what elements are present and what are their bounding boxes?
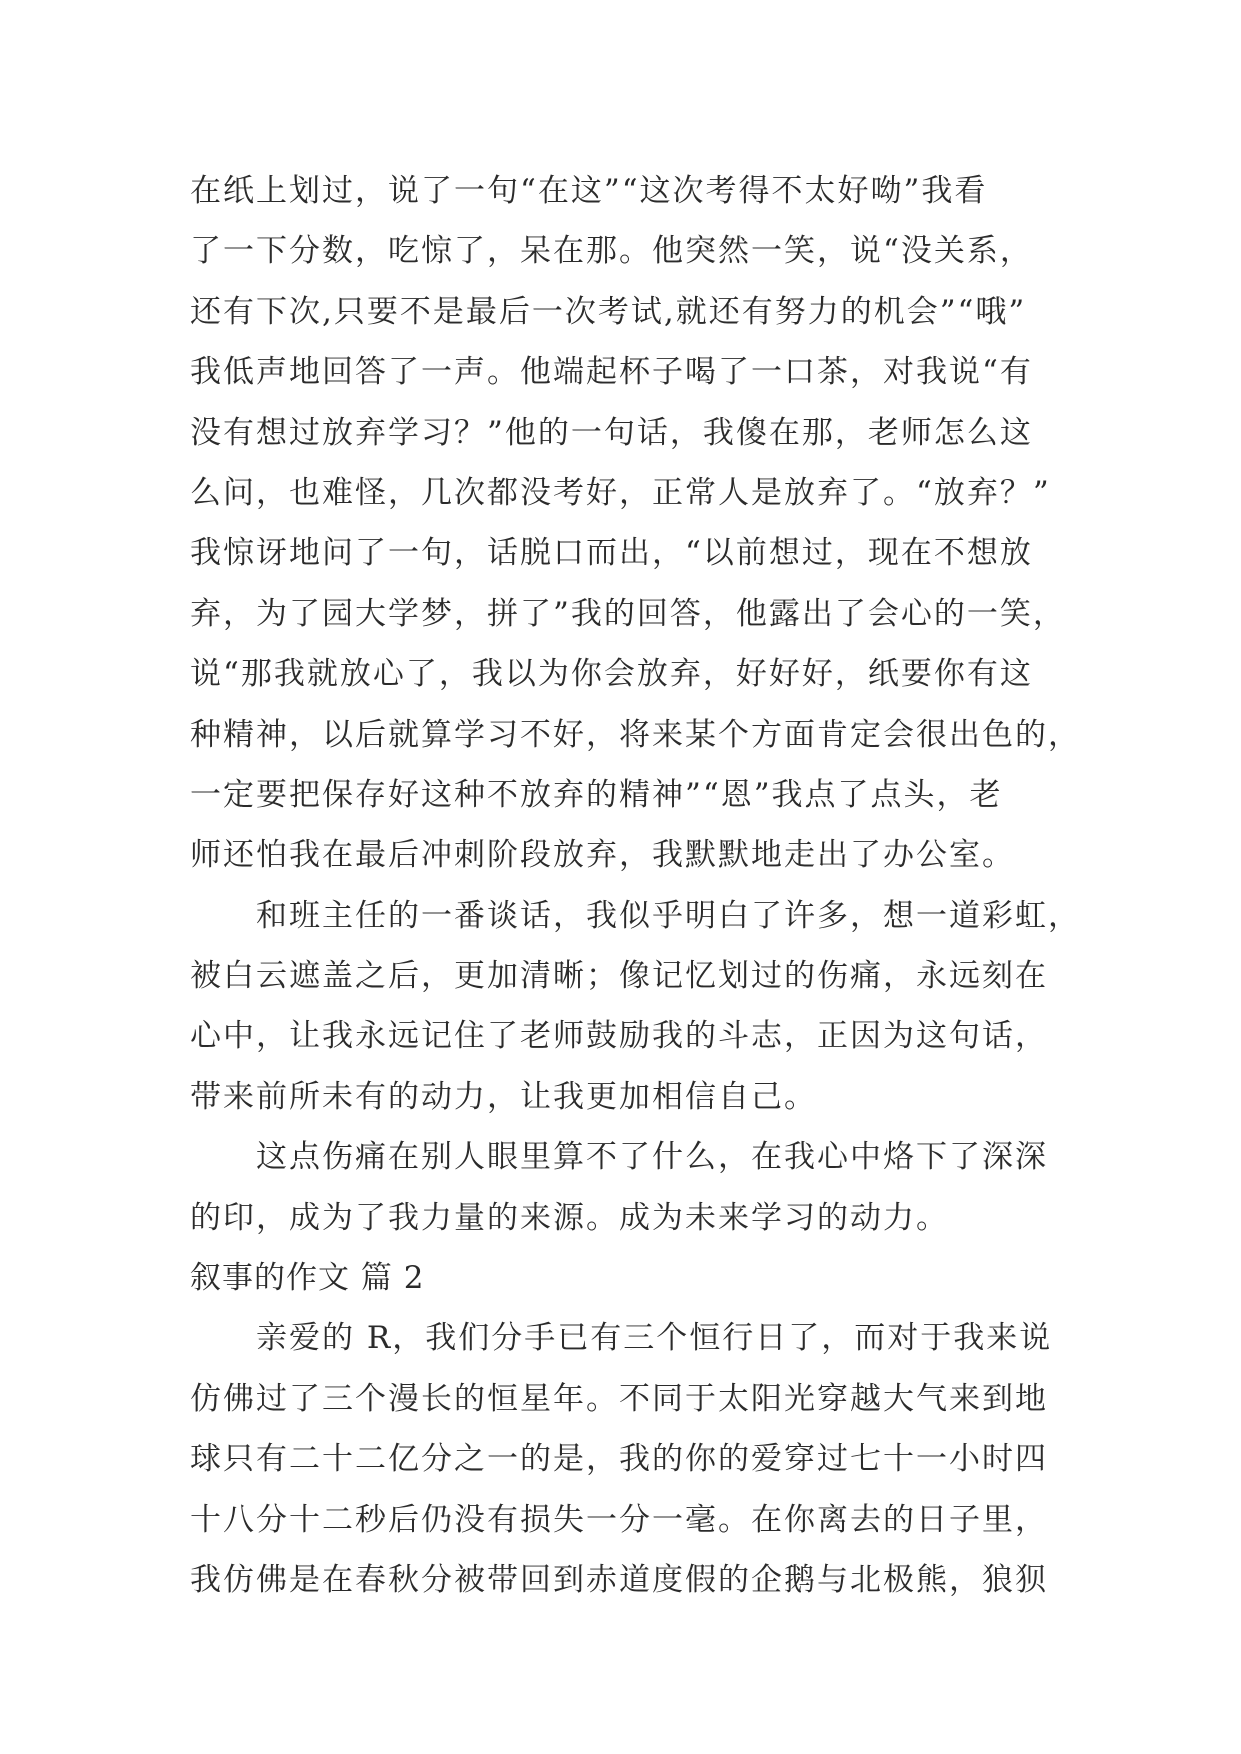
text-line: 还有下次,只要不是最后一次考试,就还有努力的机会”“哦” bbox=[190, 293, 1027, 330]
paragraph-start-line: 和班主任的一番谈话，我似乎明白了许多，想一道彩虹， bbox=[256, 897, 1081, 934]
text-line: 弃，为了园大学梦，拼了”我的回答，他露出了会心的一笑， bbox=[190, 595, 1066, 632]
paragraph-start-line: 这点伤痛在别人眼里算不了什么，在我心中烙下了深深 bbox=[256, 1139, 1048, 1176]
text-line: 没有想过放弃学习？”他的一句话，我傻在那，老师怎么这 bbox=[190, 414, 1033, 451]
text-line: 我惊讶地问了一句，话脱口而出，“以前想过，现在不想放 bbox=[190, 535, 1033, 572]
text-line: 了一下分数，吃惊了，呆在那。他突然一笑，说“没关系， bbox=[190, 233, 1033, 270]
text-line: 心中，让我永远记住了老师鼓励我的斗志，正因为这句话， bbox=[190, 1018, 1048, 1055]
text-line: 带来前所未有的动力，让我更加相信自己。 bbox=[190, 1078, 817, 1115]
text-line: 在纸上划过，说了一句“在这”“这次考得不太好呦”我看 bbox=[190, 173, 988, 209]
text-line: 说“那我就放心了，我以为你会放弃，好好好，纸要你有这 bbox=[190, 656, 1033, 693]
document-body bbox=[190, 161, 1081, 1610]
text-line: 的印，成为了我力量的来源。成为未来学习的动力。 bbox=[190, 1199, 949, 1236]
text-line: 被白云遮盖之后，更加清晰；像记忆划过的伤痛，永远刻在 bbox=[190, 958, 1048, 995]
text-line: 么问，也难怪，几次都没考好，正常人是放弃了。“放弃？” bbox=[190, 474, 1051, 511]
text-line: 仿佛过了三个漫长的恒星年。不同于太阳光穿越大气来到地 bbox=[190, 1380, 1048, 1417]
text-line: 十八分十二秒后仍没有损失一分一毫。在你离去的日子里， bbox=[190, 1501, 1048, 1538]
paragraph-start-line: 亲爱的 R，我们分手已有三个恒行日了，而对于我来说 bbox=[256, 1320, 1053, 1357]
text-line: 球只有二十二亿分之一的是，我的你的爱穿过七十一小时四 bbox=[190, 1441, 1048, 1478]
text-line: 我低声地回答了一声。他端起杯子喝了一口茶，对我说“有 bbox=[190, 354, 1033, 391]
text-line: 一定要把保存好这种不放弃的精神”“恩”我点了点头，老 bbox=[190, 776, 1003, 813]
section-heading: 叙事的作文 篇 2 bbox=[190, 1260, 425, 1297]
text-line: 种精神，以后就算学习不好，将来某个方面肯定会很出色的， bbox=[190, 716, 1081, 753]
text-line: 我仿佛是在春秋分被带回到赤道度假的企鹅与北极熊，狼狈 bbox=[190, 1561, 1048, 1598]
text-line: 师还怕我在最后冲刺阶段放弃，我默默地走出了办公室。 bbox=[190, 837, 1015, 874]
